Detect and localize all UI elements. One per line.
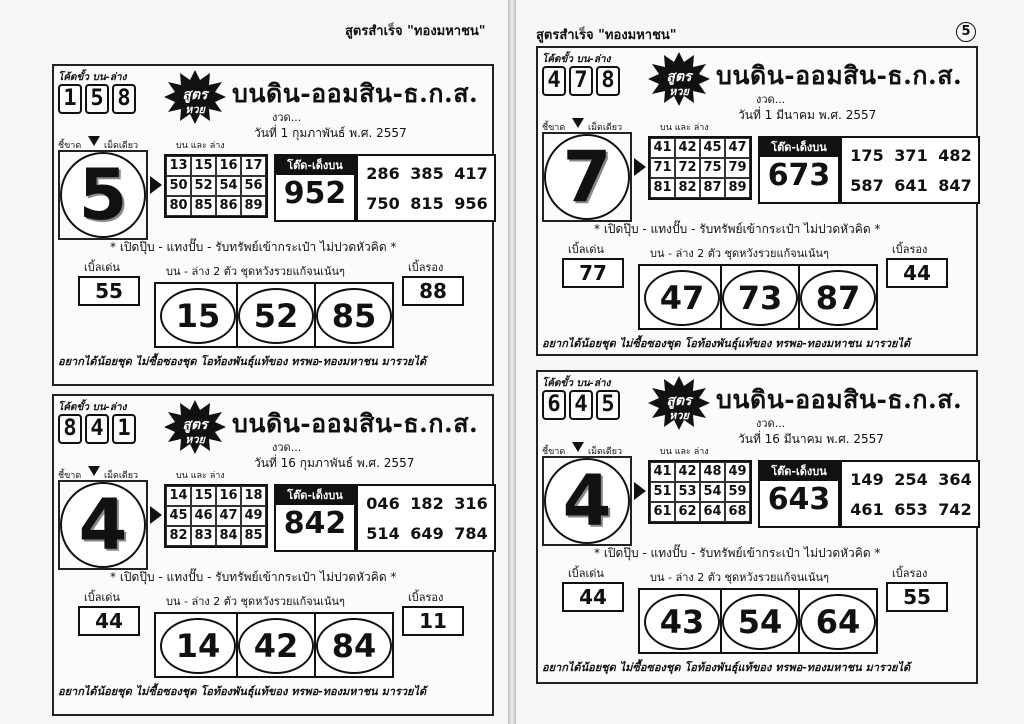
lottery-card xyxy=(52,394,494,716)
main-double: 55 xyxy=(78,276,140,306)
page-gutter xyxy=(508,0,516,724)
arrow-down-icon xyxy=(572,118,584,128)
slogan: * เปิดปุ๊บ - แทงปั๊บ - รับทรัพย์เข้ากระเป๋า ไม่ปวดหัวคิด * xyxy=(594,546,881,560)
grid-cell: 18 xyxy=(241,486,266,506)
triple-number: 417 xyxy=(454,164,488,183)
tote-label: โต๊ด-เด็งบน xyxy=(760,138,838,157)
upper-lower-label: บน และ ล่าง xyxy=(176,141,225,151)
page-number: 5 xyxy=(956,22,976,42)
pairs-caption: บน - ล่าง 2 ตัว ชุดหวังรวยแก้จนเน้นๆ xyxy=(166,265,345,278)
tote-number: 952 xyxy=(283,176,347,211)
arrow-down-icon xyxy=(572,442,584,452)
single-digit: 4 xyxy=(562,460,612,542)
tote-number: 842 xyxy=(283,506,347,541)
tote-number: 643 xyxy=(767,482,831,517)
grid-cell: 49 xyxy=(241,506,266,526)
triple-number: 956 xyxy=(454,194,488,213)
pair-grid xyxy=(164,154,268,218)
backup-double-label: เบิ้ลรอง xyxy=(892,567,928,580)
single-label: ชี้ขาด xyxy=(542,123,566,133)
grid-cell: 48 xyxy=(700,462,725,482)
grid-cell: 50 xyxy=(166,176,191,196)
grid-cell: 45 xyxy=(700,138,725,158)
pair-circle: 64 xyxy=(800,594,876,650)
period-label: งวด... xyxy=(756,417,786,430)
triple-number: 750 xyxy=(366,194,400,213)
grid-cell: 15 xyxy=(191,486,216,506)
triple-number: 149 xyxy=(850,470,884,489)
grid-cell: 45 xyxy=(166,506,191,526)
upper-lower-label: บน และ ล่าง xyxy=(660,447,709,457)
main-double-label: เบิ้ลเด่น xyxy=(568,243,604,256)
pair-circle: 73 xyxy=(722,270,798,326)
digit-box: 7 xyxy=(569,66,593,96)
main-double: 44 xyxy=(562,582,624,612)
grid-cell: 64 xyxy=(700,502,725,522)
tote-number: 673 xyxy=(767,158,831,193)
digit-box: 1 xyxy=(58,84,82,114)
card-title: บนดิน-ออมสิน-ธ.ก.ส. xyxy=(232,79,479,108)
backup-double: 44 xyxy=(886,258,948,288)
grid-cell: 46 xyxy=(191,506,216,526)
grid-cell: 82 xyxy=(166,526,191,546)
lottery-card xyxy=(536,370,978,684)
card-footer: อยากได้น้อยชุด ไม่ซื้อซองชุด โอท้องพันธุ์แท้ของ ทรพอ-ทองมหาชน มารวยได้ xyxy=(58,685,427,698)
arrow-down-icon xyxy=(88,136,100,146)
pair-grid xyxy=(164,484,268,548)
single-label-2: เม็ดเดียว xyxy=(104,141,139,151)
grid-cell: 16 xyxy=(216,156,241,176)
grid-cell: 62 xyxy=(675,502,700,522)
pairs-caption: บน - ล่าง 2 ตัว ชุดหวังรวยแก้จนเน้นๆ xyxy=(166,595,345,608)
main-double: 77 xyxy=(562,258,624,288)
grid-cell: 85 xyxy=(241,526,266,546)
digit-box: 5 xyxy=(85,84,109,114)
digit-box: 1 xyxy=(112,414,136,444)
pair-circle: 54 xyxy=(722,594,798,650)
digit-box: 8 xyxy=(58,414,82,444)
triple-number: 046 xyxy=(366,494,400,513)
triple-number: 653 xyxy=(894,500,928,519)
tote-box xyxy=(274,154,356,222)
grid-cell: 80 xyxy=(166,196,191,216)
triple-number: 784 xyxy=(454,524,488,543)
pair-grid xyxy=(648,460,752,524)
digit-box: 4 xyxy=(85,414,109,444)
badge-text-2: หวย xyxy=(185,433,205,446)
card-title: บนดิน-ออมสิน-ธ.ก.ส. xyxy=(716,385,963,414)
pair-circle: 15 xyxy=(160,288,236,344)
pair-circle: 47 xyxy=(644,270,720,326)
single-label: ชี้ขาด xyxy=(58,471,82,481)
formula-badge xyxy=(164,400,226,454)
badge-text-1: สูตร xyxy=(666,393,692,409)
grid-cell: 47 xyxy=(216,506,241,526)
tote-label: โต๊ด-เด็งบน xyxy=(276,486,354,505)
digit-box: 8 xyxy=(596,66,620,96)
pair-circle: 43 xyxy=(644,594,720,650)
triple-number: 182 xyxy=(410,494,444,513)
pick-label: โค้ดขั้ว บน-ล่าง xyxy=(58,72,127,83)
backup-double: 55 xyxy=(886,582,948,612)
grid-cell: 13 xyxy=(166,156,191,176)
running-head-left: สูตรสำเร็จ "ทองมหาชน" xyxy=(345,24,486,39)
badge-text-1: สูตร xyxy=(182,87,208,103)
grid-cell: 51 xyxy=(650,482,675,502)
badge-text-1: สูตร xyxy=(666,69,692,85)
grid-cell: 41 xyxy=(650,462,675,482)
triple-number: 364 xyxy=(938,470,972,489)
triple-number: 461 xyxy=(850,500,884,519)
triple-number: 514 xyxy=(366,524,400,543)
grid-cell: 59 xyxy=(725,482,750,502)
grid-cell: 86 xyxy=(216,196,241,216)
grid-cell: 61 xyxy=(650,502,675,522)
backup-double: 88 xyxy=(402,276,464,306)
formula-badge xyxy=(648,376,710,430)
pair-circle: 42 xyxy=(238,618,314,674)
grid-cell: 89 xyxy=(725,178,750,198)
pairs-row xyxy=(154,612,394,678)
pair-circle: 87 xyxy=(800,270,876,326)
tote-label: โต๊ด-เด็งบน xyxy=(760,462,838,481)
grid-cell: 54 xyxy=(216,176,241,196)
backup-double-label: เบิ้ลรอง xyxy=(408,591,444,604)
grid-cell: 53 xyxy=(675,482,700,502)
pick-label: โค้ดขั้ว บน-ล่าง xyxy=(58,402,127,413)
triples-box xyxy=(356,484,496,552)
triple-number: 175 xyxy=(850,146,884,165)
formula-badge xyxy=(648,52,710,106)
pick-label: โค้ดขั้ว บน-ล่าง xyxy=(542,54,611,65)
single-digit-circle xyxy=(544,134,630,220)
draw-date: วันที่ 16 มีนาคม พ.ศ. 2557 xyxy=(738,432,884,446)
grid-cell: 75 xyxy=(700,158,725,178)
card-title: บนดิน-ออมสิน-ธ.ก.ส. xyxy=(716,61,963,90)
left-page xyxy=(0,0,508,724)
badge-text-1: สูตร xyxy=(182,417,208,433)
grid-cell: 81 xyxy=(650,178,675,198)
top-digits xyxy=(58,414,136,444)
triple-number: 316 xyxy=(454,494,488,513)
draw-date: วันที่ 1 กุมภาพันธ์ พ.ศ. 2557 xyxy=(254,126,407,140)
single-digit-circle xyxy=(544,458,630,544)
grid-cell: 47 xyxy=(725,138,750,158)
digit-box: 4 xyxy=(542,66,566,96)
badge-text-2: หวย xyxy=(669,409,689,422)
grid-cell: 87 xyxy=(700,178,725,198)
tote-box xyxy=(758,460,840,528)
arrow-right-icon xyxy=(150,176,162,194)
grid-cell: 68 xyxy=(725,502,750,522)
pair-circle: 52 xyxy=(238,288,314,344)
single-digit-circle xyxy=(60,482,146,568)
tote-box xyxy=(274,484,356,552)
triple-number: 742 xyxy=(938,500,972,519)
triple-number: 815 xyxy=(410,194,444,213)
grid-cell: 41 xyxy=(650,138,675,158)
pair-circle: 85 xyxy=(316,288,392,344)
digit-box: 5 xyxy=(596,390,620,420)
grid-cell: 15 xyxy=(191,156,216,176)
arrow-right-icon xyxy=(634,482,646,500)
top-digits xyxy=(58,84,136,114)
pair-circle: 84 xyxy=(316,618,392,674)
slogan: * เปิดปุ๊บ - แทงปั๊บ - รับทรัพย์เข้ากระเป๋า ไม่ปวดหัวคิด * xyxy=(110,240,397,254)
pair-grid xyxy=(648,136,752,200)
arrow-right-icon xyxy=(150,506,162,524)
running-head-right: สูตรสำเร็จ "ทองมหาชน" xyxy=(536,28,677,43)
lottery-card xyxy=(536,46,978,356)
formula-badge xyxy=(164,70,226,124)
main-double-label: เบิ้ลเด่น xyxy=(84,261,120,274)
pairs-row xyxy=(638,264,878,330)
upper-lower-label: บน และ ล่าง xyxy=(660,123,709,133)
single-digit: 5 xyxy=(78,154,128,236)
triple-number: 641 xyxy=(894,176,928,195)
card-title: บนดิน-ออมสิน-ธ.ก.ส. xyxy=(232,409,479,438)
tote-box xyxy=(758,136,840,204)
grid-cell: 42 xyxy=(675,462,700,482)
digit-box: 4 xyxy=(569,390,593,420)
main-double: 44 xyxy=(78,606,140,636)
grid-cell: 83 xyxy=(191,526,216,546)
pairs-caption: บน - ล่าง 2 ตัว ชุดหวังรวยแก้จนเน้นๆ xyxy=(650,571,829,584)
grid-cell: 89 xyxy=(241,196,266,216)
digit-box: 6 xyxy=(542,390,566,420)
grid-cell: 79 xyxy=(725,158,750,178)
tote-label: โต๊ด-เด็งบน xyxy=(276,156,354,175)
triple-number: 371 xyxy=(894,146,928,165)
triple-number: 286 xyxy=(366,164,400,183)
grid-cell: 84 xyxy=(216,526,241,546)
grid-cell: 56 xyxy=(241,176,266,196)
card-footer: อยากได้น้อยชุด ไม่ซื้อซองชุด โอท้องพันธุ์แท้ของ ทรพอ-ทองมหาชน มารวยได้ xyxy=(58,355,427,368)
triples-box xyxy=(840,136,980,204)
digit-box: 8 xyxy=(112,84,136,114)
main-double-label: เบิ้ลเด่น xyxy=(568,567,604,580)
arrow-down-icon xyxy=(88,466,100,476)
main-double-label: เบิ้ลเด่น xyxy=(84,591,120,604)
backup-double-label: เบิ้ลรอง xyxy=(892,243,928,256)
top-digits xyxy=(542,390,620,420)
single-digit: 4 xyxy=(78,484,128,566)
pairs-row xyxy=(638,588,878,654)
grid-cell: 17 xyxy=(241,156,266,176)
grid-cell: 72 xyxy=(675,158,700,178)
card-footer: อยากได้น้อยชุด ไม่ซื้อซองชุด โอท้องพันธุ์แท้ของ ทรพอ-ทองมหาชน มารวยได้ xyxy=(542,661,911,674)
arrow-right-icon xyxy=(634,158,646,176)
triple-number: 385 xyxy=(410,164,444,183)
single-label-2: เม็ดเดียว xyxy=(104,471,139,481)
period-label: งวด... xyxy=(272,111,302,124)
card-footer: อยากได้น้อยชุด ไม่ซื้อซองชุด โอท้องพันธุ์แท้ของ ทรพอ-ทองมหาชน มารวยได้ xyxy=(542,337,911,350)
draw-date: วันที่ 1 มีนาคม พ.ศ. 2557 xyxy=(738,108,877,122)
badge-text-2: หวย xyxy=(669,85,689,98)
single-digit-circle xyxy=(60,152,146,238)
pick-label: โค้ดขั้ว บน-ล่าง xyxy=(542,378,611,389)
grid-cell: 14 xyxy=(166,486,191,506)
grid-cell: 16 xyxy=(216,486,241,506)
triple-number: 847 xyxy=(938,176,972,195)
pairs-row xyxy=(154,282,394,348)
triple-number: 587 xyxy=(850,176,884,195)
grid-cell: 71 xyxy=(650,158,675,178)
grid-cell: 85 xyxy=(191,196,216,216)
backup-double-label: เบิ้ลรอง xyxy=(408,261,444,274)
period-label: งวด... xyxy=(272,441,302,454)
triple-number: 254 xyxy=(894,470,928,489)
slogan: * เปิดปุ๊บ - แทงปั๊บ - รับทรัพย์เข้ากระเป๋า ไม่ปวดหัวคิด * xyxy=(110,570,397,584)
single-label-2: เม็ดเดียว xyxy=(588,447,623,457)
pairs-caption: บน - ล่าง 2 ตัว ชุดหวังรวยแก้จนเน้นๆ xyxy=(650,247,829,260)
lottery-card xyxy=(52,64,494,386)
pair-circle: 14 xyxy=(160,618,236,674)
triples-box xyxy=(840,460,980,528)
single-digit: 7 xyxy=(562,136,612,218)
grid-cell: 54 xyxy=(700,482,725,502)
triple-number: 482 xyxy=(938,146,972,165)
slogan: * เปิดปุ๊บ - แทงปั๊บ - รับทรัพย์เข้ากระเป๋า ไม่ปวดหัวคิด * xyxy=(594,222,881,236)
period-label: งวด... xyxy=(756,93,786,106)
grid-cell: 82 xyxy=(675,178,700,198)
badge-text-2: หวย xyxy=(185,103,205,116)
single-label-2: เม็ดเดียว xyxy=(588,123,623,133)
upper-lower-label: บน และ ล่าง xyxy=(176,471,225,481)
draw-date: วันที่ 16 กุมภาพันธ์ พ.ศ. 2557 xyxy=(254,456,415,470)
single-label: ชี้ขาด xyxy=(58,141,82,151)
grid-cell: 42 xyxy=(675,138,700,158)
triple-number: 649 xyxy=(410,524,444,543)
backup-double: 11 xyxy=(402,606,464,636)
top-digits xyxy=(542,66,620,96)
triples-box xyxy=(356,154,496,222)
single-label: ชี้ขาด xyxy=(542,447,566,457)
right-page xyxy=(516,0,1024,724)
grid-cell: 52 xyxy=(191,176,216,196)
grid-cell: 49 xyxy=(725,462,750,482)
